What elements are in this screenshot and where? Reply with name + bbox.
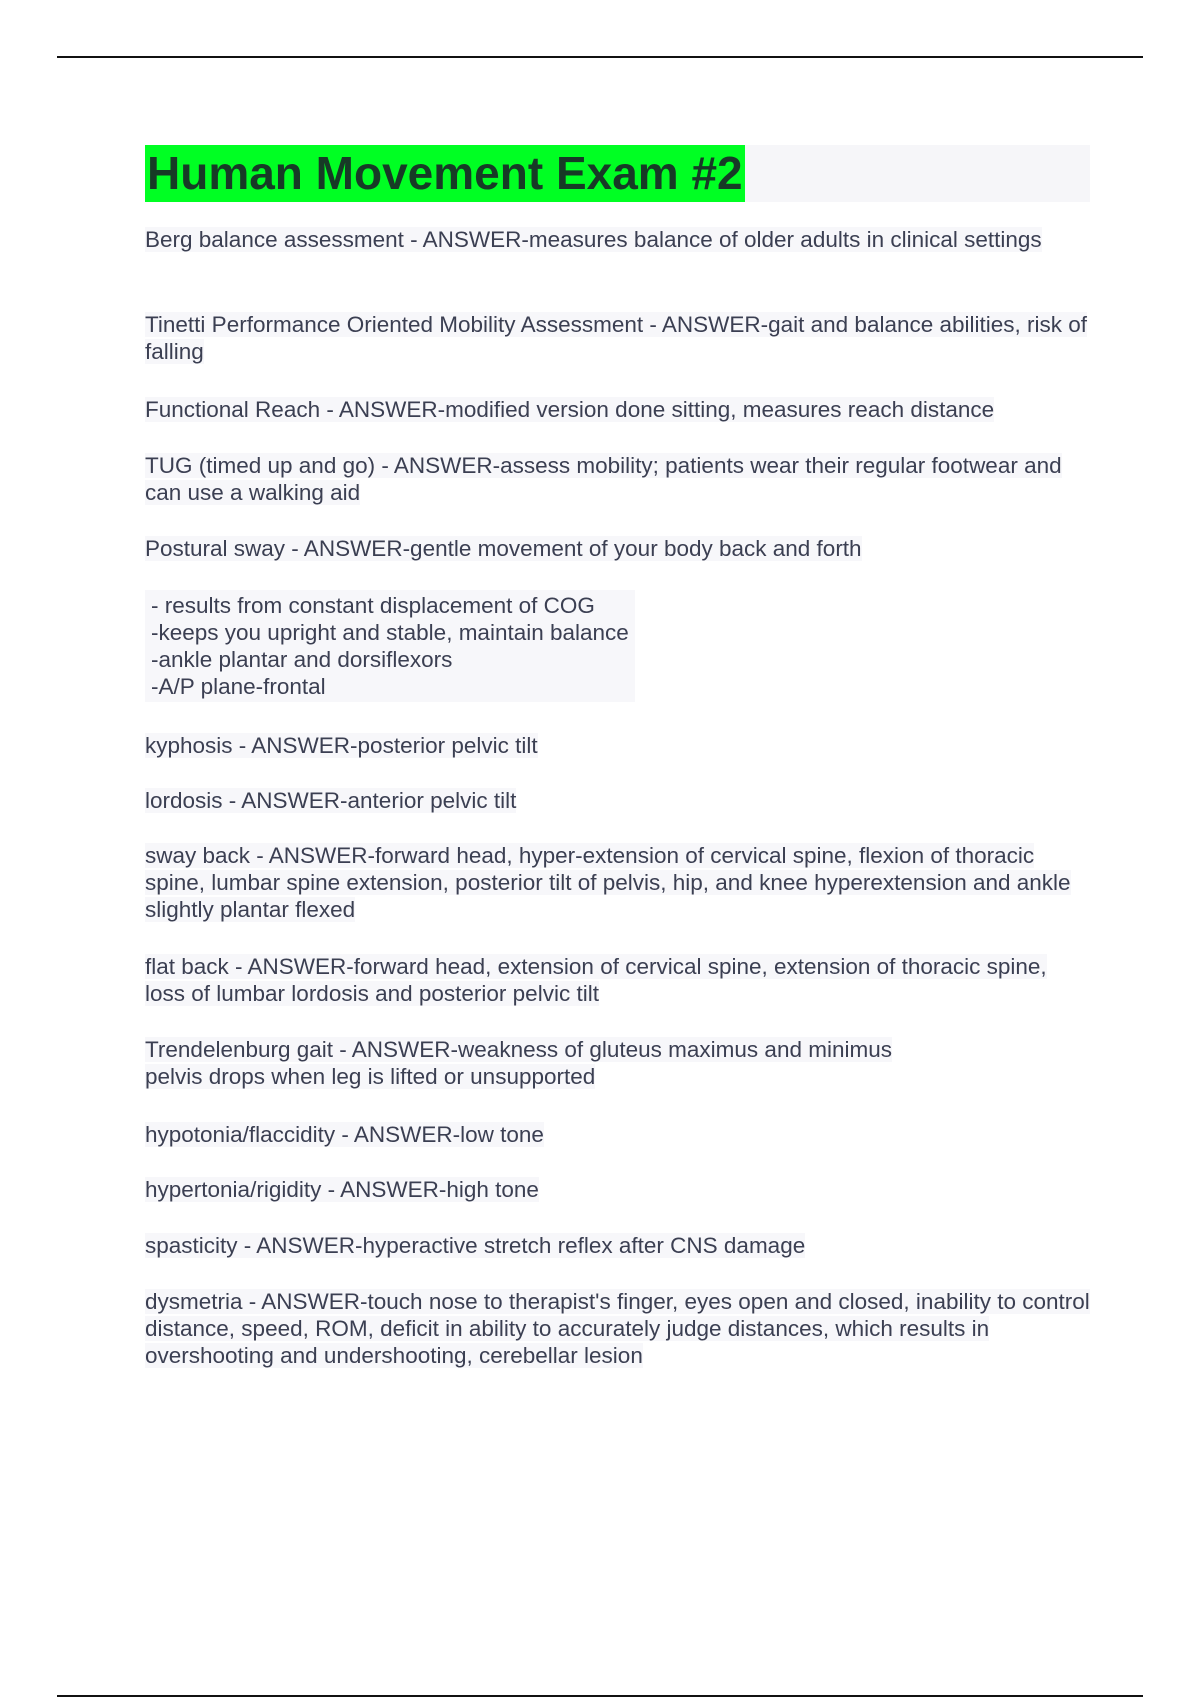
note-line: -ankle plantar and dorsiflexors [151,647,453,672]
qa-text: TUG (timed up and go) - ANSWER-assess mobility; patients wear their regular footwear and can use a walking aid [145,453,1062,505]
qa-text: Functional Reach - ANSWER-modified version done sitting, measures reach distance [145,397,995,422]
qa-item-tinetti [145,311,1090,365]
qa-text: dysmetria - ANSWER-touch nose to therapist's finger, eyes open and closed, inability to control distance, speed, ROM, deficit in ability to accurately judge distances, which results in overshooting and undershooting, cerebellar lesion [145,1289,1090,1368]
qa-text: hypotonia/flaccidity - ANSWER-low tone [145,1122,544,1147]
qa-text-continued: pelvis drops when leg is lifted or unsupported [145,1064,596,1089]
qa-item-sway-back [145,842,1090,923]
qa-item-hypertonia [145,1176,1090,1203]
qa-text: spasticity - ANSWER-hyperactive stretch reflex after CNS damage [145,1233,806,1258]
qa-item-hypotonia [145,1121,1090,1148]
qa-item-flat-back [145,953,1090,1007]
note-line: - results from constant displacement of COG [151,593,595,618]
qa-text: sway back - ANSWER-forward head, hyper-extension of cervical spine, flexion of thoracic spine, lumbar spine extension, posterior tilt of pelvis, hip, and knee hyperextension and ankle slightly plantar flexed [145,843,1071,922]
qa-text: Tinetti Performance Oriented Mobility Assessment - ANSWER-gait and balance abilities, risk of falling [145,312,1088,364]
qa-text: Trendelenburg gait - ANSWER-weakness of gluteus maximus and minimus [145,1037,892,1062]
qa-item-berg [145,226,1090,253]
qa-item-kyphosis [145,732,1090,759]
qa-item-tug [145,452,1090,506]
qa-item-lordosis [145,787,1090,814]
qa-item-functional-reach [145,396,1090,423]
note-line: -keeps you upright and stable, maintain balance [151,620,629,645]
postural-sway-notes [145,590,635,702]
page-title: Human Movement Exam #2 [145,145,745,202]
qa-text: kyphosis - ANSWER-posterior pelvic tilt [145,733,538,758]
qa-text: lordosis - ANSWER-anterior pelvic tilt [145,788,517,813]
qa-item-trendelenburg [145,1036,1090,1090]
qa-item-postural-sway [145,535,1090,562]
top-rule [57,56,1143,58]
note-line: -A/P plane-frontal [151,674,326,699]
qa-item-spasticity [145,1232,1090,1259]
bottom-rule [57,1695,1143,1697]
qa-text: hypertonia/rigidity - ANSWER-high tone [145,1177,539,1202]
qa-text: Postural sway - ANSWER-gentle movement of your body back and forth [145,536,862,561]
qa-text: flat back - ANSWER-forward head, extension of cervical spine, extension of thoracic spine, loss of lumbar lordosis and posterior pelvic tilt [145,954,1047,1006]
qa-text: Berg balance assessment - ANSWER-measures balance of older adults in clinical settings [145,227,1042,252]
qa-item-dysmetria [145,1288,1090,1369]
